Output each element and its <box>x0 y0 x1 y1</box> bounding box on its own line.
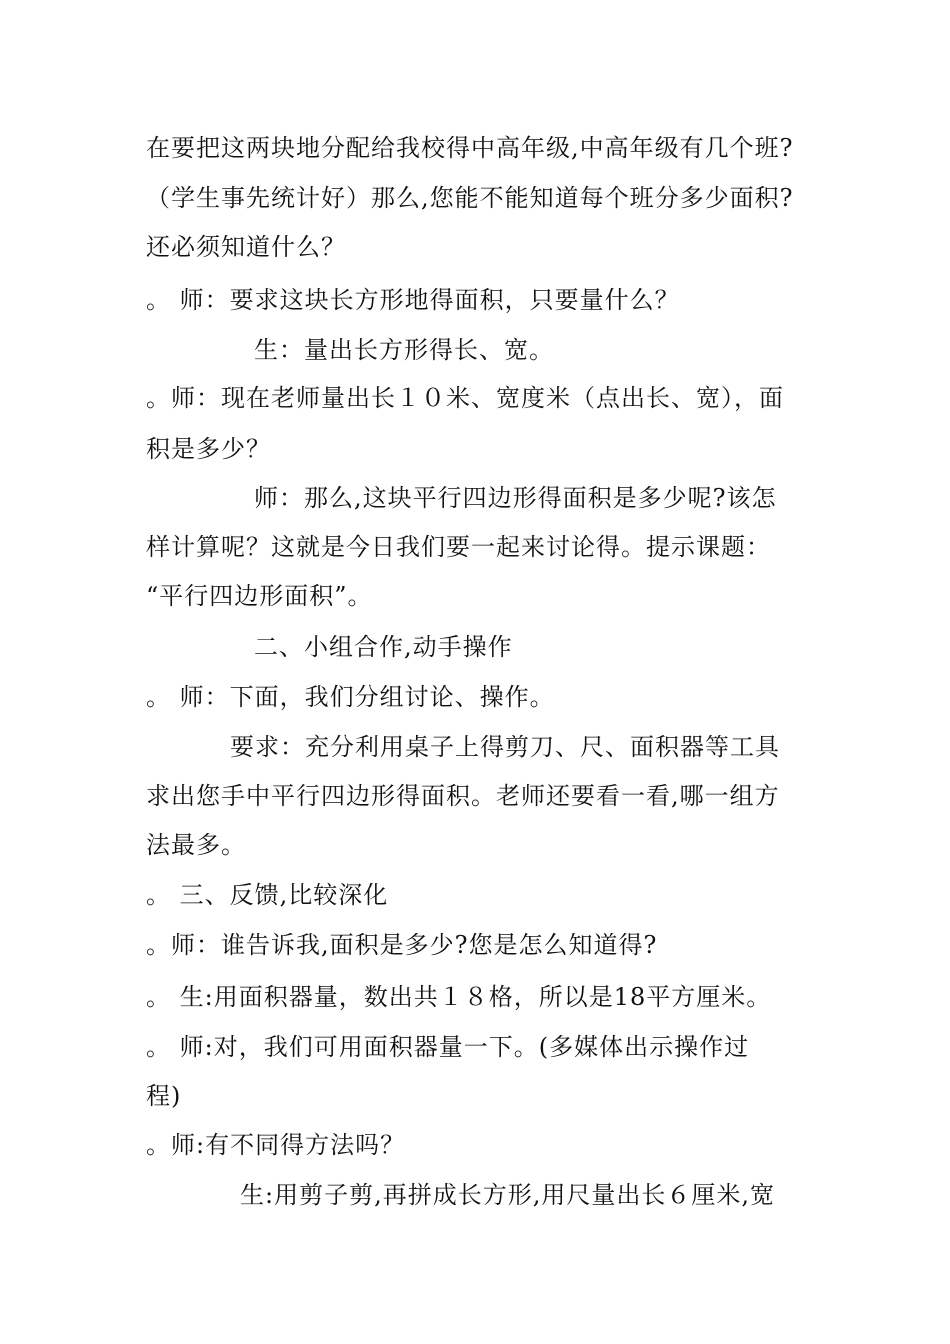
text-line: 求出您手中平行四边形得面积。老师还要看一看,哪一组方 <box>146 782 780 810</box>
text-line: 积是多少？ <box>146 435 271 463</box>
text-line: 法最多。 <box>146 831 246 859</box>
section-heading: 。 三、反馈,比较深化 <box>146 881 389 909</box>
text-line: 。 师：要求这块长方形地得面积，只要量什么？ <box>146 286 680 314</box>
text-line: 。 师:对，我们可用面积器量一下。(多媒体出示操作过 <box>146 1033 750 1061</box>
section-heading: 二、小组合作,动手操作 <box>254 633 513 661</box>
text-line: 要求：充分利用桌子上得剪刀、尺、面积器等工具 <box>230 733 780 761</box>
text-line: 。 师：下面，我们分组讨论、操作。 <box>146 683 555 711</box>
text-line: 程) <box>146 1082 182 1110</box>
text-line: 。师:有不同得方法吗？ <box>146 1131 406 1159</box>
text-line: 在要把这两块地分配给我校得中高年级,中高年级有几个班? <box>146 134 794 162</box>
text-line: 样计算呢？这就是今日我们要一起来讨论得。提示课题： <box>146 533 771 561</box>
text-line: “平行四边形面积”。 <box>146 582 373 610</box>
text-line: 。师：现在老师量出长１０米、宽度米（点出长、宽），面 <box>146 384 784 412</box>
text-line: 。 生:用面积器量，数出共１８格，所以是18平方厘米。 <box>146 983 772 1011</box>
text-line: 还必须知道什么？ <box>146 233 346 261</box>
text-line: 。师：谁告诉我,面积是多少?您是怎么知道得? <box>146 931 658 959</box>
text-line: （学生事先统计好）那么,您能不能知道每个班分多少面积? <box>146 184 794 212</box>
text-line: 生:用剪子剪,再拼成长方形,用尺量出长６厘米,宽 <box>240 1181 775 1209</box>
text-line: 生：量出长方形得长、宽。 <box>254 336 554 364</box>
text-line: 师：那么,这块平行四边形得面积是多少呢?该怎 <box>254 484 777 512</box>
